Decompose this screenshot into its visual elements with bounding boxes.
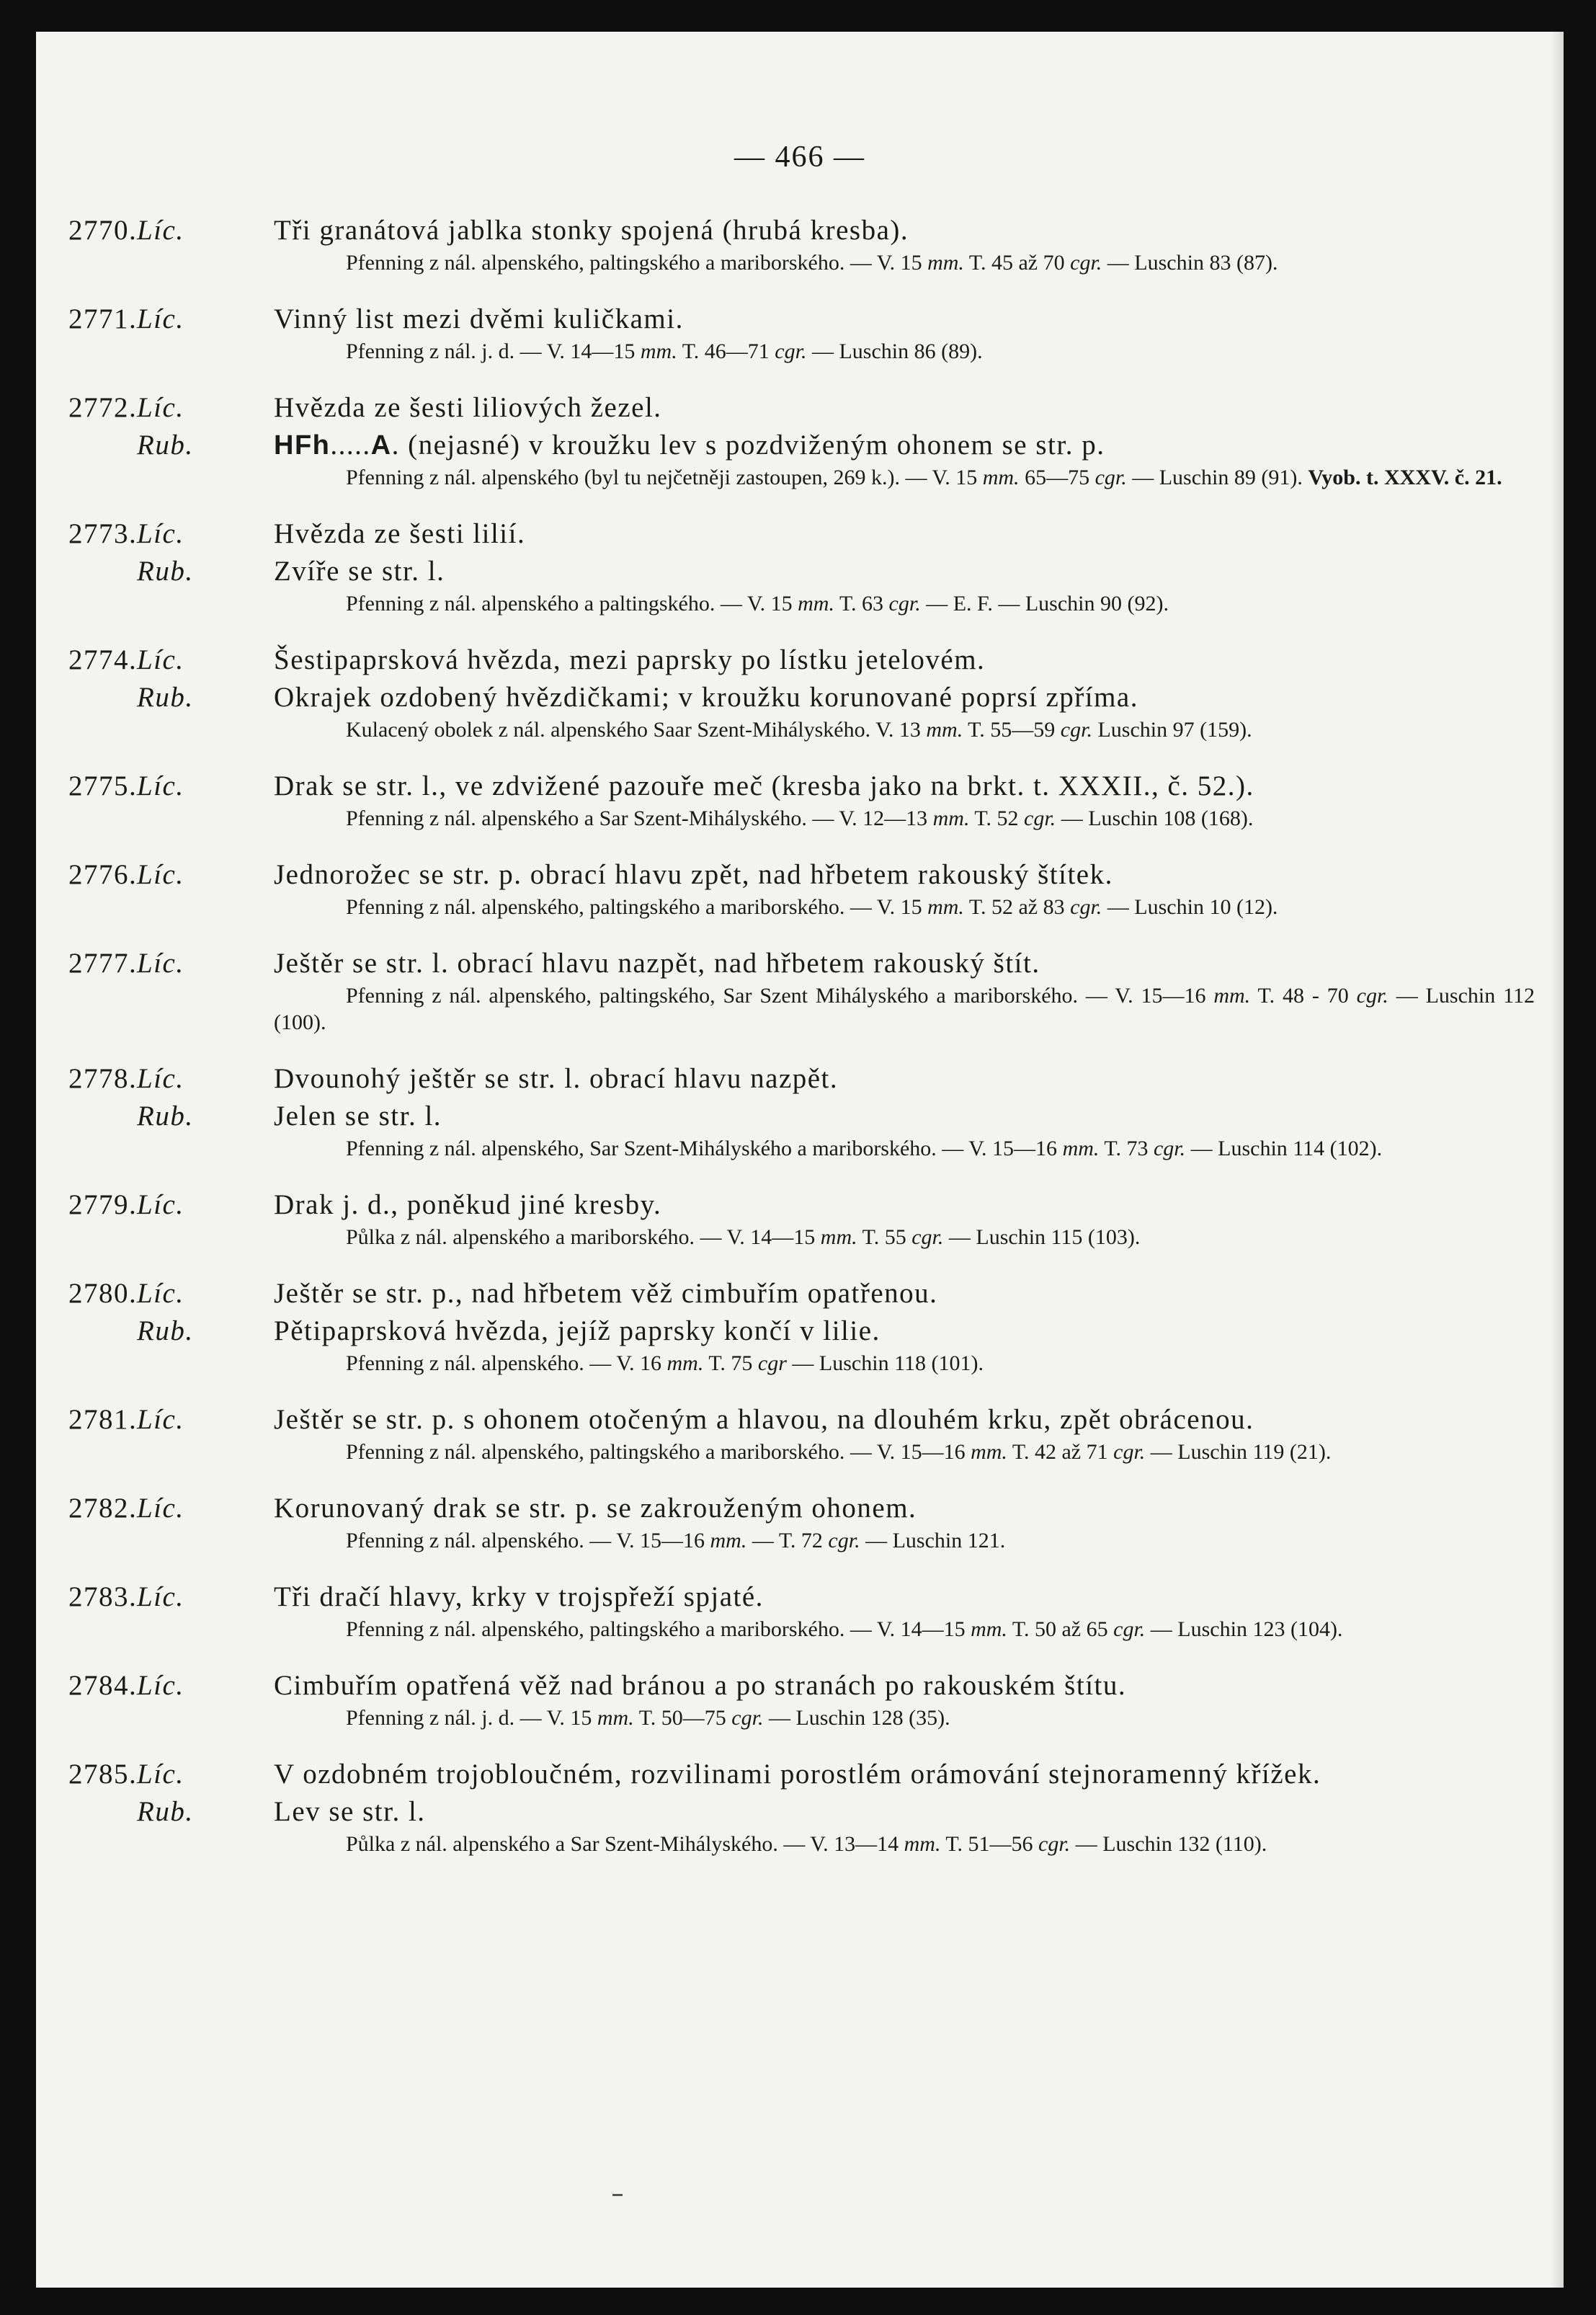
reverse-label: Rub.: [137, 1796, 194, 1827]
entry-number: 2777.: [68, 948, 138, 979]
obverse-line: [68, 1186, 1535, 1224]
catalog-entry: [68, 1667, 1535, 1731]
entry-description: Pfenning z nál. alpenského a Sar Szent-Mihályského. — V. 12—13 mm. T. 52 cgr. — Luschin 108 (168).: [346, 807, 1254, 830]
print-mark: [612, 2194, 623, 2196]
entry-number: 2781.: [68, 1404, 138, 1435]
entries-list: [36, 212, 1564, 1882]
obverse-line: [68, 301, 1535, 338]
obverse-text: Hvězda ze šesti liliových žezel.: [274, 392, 662, 423]
obverse-label: Líc.: [137, 1189, 184, 1220]
obverse-text: Tři dračí hlavy, krky v trojspřeží spjaté.: [274, 1581, 764, 1612]
entry-number: 2785.: [68, 1759, 138, 1790]
entry-number: 2776.: [68, 859, 138, 890]
obverse-text: Ještěr se str. p., nad hřbetem věž cimbuřím opatřenou.: [274, 1278, 938, 1309]
catalog-entry: [68, 1756, 1535, 1857]
obverse-text: Ještěr se str. p. s ohonem otočeným a hlavou, na dlouhém krku, zpět obrácenou.: [274, 1404, 1254, 1435]
obverse-label: Líc.: [137, 859, 184, 890]
catalog-entry: [68, 1490, 1535, 1554]
document-page: [36, 32, 1564, 2288]
entry-description: Pfenning z nál. alpenského, paltingského a mariborského. — V. 15 mm. T. 52 až 83 cgr. — Luschin 10 (12).: [346, 895, 1278, 919]
entry-description: Půlka z nál. alpenského a mariborského. — V. 14—15 mm. T. 55 cgr. — Luschin 115 (103).: [346, 1225, 1141, 1249]
reverse-label: Rub.: [137, 1101, 194, 1132]
entry-number: 2780.: [68, 1278, 138, 1309]
legend-letters: HFh: [274, 430, 331, 461]
reverse-text: . (nejasné) v kroužku lev s pozdviženým ohonem se str. p.: [391, 430, 1105, 461]
entry-description: Půlka z nál. alpenského a Sar Szent-Mihályského. — V. 13—14 mm. T. 51—56 cgr. — Luschin 132 (110).: [346, 1832, 1267, 1856]
obverse-line: [68, 1401, 1535, 1439]
obverse-text: Šestipaprsková hvězda, mezi paprsky po lístku jetelovém.: [274, 644, 986, 675]
obverse-label: Líc.: [137, 1493, 184, 1524]
obverse-line: [68, 1490, 1535, 1527]
catalog-entry: [68, 515, 1535, 617]
obverse-text: Jednorožec se str. p. obrací hlavu zpět, nad hřbetem rakouský štítek.: [274, 859, 1113, 890]
catalog-entry: [68, 856, 1535, 920]
obverse-line: [68, 945, 1535, 982]
reverse-text: Lev se str. l.: [274, 1796, 426, 1827]
reverse-text: Zvíře se str. l.: [274, 556, 445, 587]
obverse-line: [68, 856, 1535, 894]
entry-description: [274, 464, 1535, 491]
reverse-label: Rub.: [137, 556, 194, 587]
obverse-line: [68, 389, 1535, 427]
entry-number: 2779.: [68, 1189, 138, 1220]
entry-description: Kulacený obolek z nál. alpenského Saar Szent-Mihályského. V. 13 mm. T. 55—59 cgr. Luschin 97 (159).: [346, 718, 1252, 742]
obverse-label: Líc.: [137, 518, 184, 549]
reverse-line: [137, 1793, 1535, 1831]
reverse-label: Rub.: [137, 682, 194, 713]
catalog-entry: [68, 641, 1535, 743]
page-number: — 466 —: [734, 141, 865, 174]
entry-number: 2778.: [68, 1063, 138, 1094]
entry-description: Pfenning z nál. alpenského, paltingského a mariborského. — V. 15—16 mm. T. 42 až 71 cgr. — Luschin 119 (21).: [346, 1440, 1332, 1464]
obverse-text: Drak se str. l., ve zdvižené pazouře meč (kresba jako na brkt. t. XXXII., č. 52.).: [274, 770, 1254, 801]
obverse-label: Líc.: [137, 644, 184, 675]
reverse-text: Jelen se str. l.: [274, 1101, 442, 1132]
catalog-entry: [68, 389, 1535, 491]
obverse-label: Líc.: [137, 1404, 184, 1435]
obverse-label: Líc.: [137, 948, 184, 979]
catalog-entry: [68, 1060, 1535, 1162]
catalog-entry: [68, 1186, 1535, 1250]
entry-description: Pfenning z nál. alpenského. — V. 16 mm. T. 75 cgr — Luschin 118 (101).: [346, 1351, 984, 1375]
entry-description: Pfenning z nál. alpenského, paltingského a mariborského. — V. 15 mm. T. 45 až 70 cgr. — Luschin 83 (87).: [346, 251, 1278, 275]
entry-number: 2771.: [68, 303, 138, 334]
legend-letter: A: [370, 430, 392, 461]
reverse-label: Rub.: [137, 1315, 194, 1346]
catalog-entry: [68, 301, 1535, 365]
entry-description: Pfenning z nál. j. d. — V. 15 mm. T. 50—75 cgr. — Luschin 128 (35).: [346, 1706, 950, 1730]
obverse-label: Líc.: [137, 215, 184, 246]
obverse-text: Tři granátová jablka stonky spojená (hrubá kresba).: [274, 215, 909, 246]
reverse-line: [137, 1098, 1535, 1135]
reverse-label: Rub.: [137, 430, 194, 461]
catalog-entry: [68, 212, 1535, 276]
entry-number: 2770.: [68, 215, 138, 246]
obverse-line: [68, 1578, 1535, 1616]
obverse-line: [68, 1060, 1535, 1098]
reverse-line: [137, 427, 1535, 464]
reverse-line: [137, 679, 1535, 716]
reverse-text: Okrajek ozdobený hvězdičkami; v kroužku korunované poprsí zpříma.: [274, 682, 1138, 713]
entry-number: 2782.: [68, 1493, 138, 1524]
obverse-text: V ozdobném trojobloučném, rozvilinami porostlém orámování stejnoramenný křížek.: [274, 1759, 1321, 1790]
entry-number: 2775.: [68, 770, 138, 801]
entry-number: 2783.: [68, 1581, 138, 1612]
obverse-line: [68, 768, 1535, 805]
entry-number: 2772.: [68, 392, 138, 423]
entry-description: Pfenning z nál. j. d. — V. 14—15 mm. T. 46—71 cgr. — Luschin 86 (89).: [346, 339, 983, 363]
obverse-label: Líc.: [137, 1278, 184, 1309]
obverse-label: Líc.: [137, 770, 184, 801]
obverse-text: Hvězda ze šesti lilií.: [274, 518, 526, 549]
reverse-text: Pětipaprsková hvězda, jejíž paprsky končí v lilie.: [274, 1315, 881, 1346]
obverse-text: Vinný list mezi dvěmi kuličkami.: [274, 303, 684, 334]
obverse-line: [68, 1667, 1535, 1705]
obverse-text: Drak j. d., poněkud jiné kresby.: [274, 1189, 662, 1220]
legend-dots: .....: [330, 430, 371, 461]
illustration-reference: Vyob. t. XXXV. č. 21.: [1308, 466, 1502, 489]
catalog-entry: [68, 1401, 1535, 1465]
entry-number: 2774.: [68, 644, 138, 675]
obverse-text: Korunovaný drak se str. p. se zakrouženým ohonem.: [274, 1493, 917, 1524]
entry-description: Pfenning z nál. alpenského, paltingského, Sar Szent Mihályského a mariborského. — V. 15—16 mm. T. 48 - 70 cgr. — Luschin 112 (100).: [274, 984, 1535, 1034]
obverse-label: Líc.: [137, 1581, 184, 1612]
obverse-line: [68, 212, 1535, 249]
reverse-line: [137, 553, 1535, 590]
entry-description: Pfenning z nál. alpenského a paltingského. — V. 15 mm. T. 63 cgr. — E. F. — Luschin 90 (92).: [346, 592, 1169, 616]
obverse-line: [68, 641, 1535, 679]
entry-description: Pfenning z nál. alpenského, Sar Szent-Mihályského a mariborského. — V. 15—16 mm. T. 73 cgr. — Luschin 114 (102).: [346, 1137, 1383, 1160]
reverse-line: [137, 1312, 1535, 1350]
entry-description: Pfenning z nál. alpenského, paltingského a mariborského. — V. 14—15 mm. T. 50 až 65 cgr. — Luschin 123 (104).: [346, 1617, 1343, 1641]
obverse-line: [68, 1756, 1535, 1793]
catalog-entry: [68, 1578, 1535, 1643]
description-text: Pfenning z nál. alpenského (byl tu nejčetněji zastoupen, 269 k.). — V. 15 mm. 65—75 cgr. — Luschin 89 (91).: [346, 466, 1303, 489]
obverse-text: Dvounohý ještěr se str. l. obrací hlavu nazpět.: [274, 1063, 839, 1094]
obverse-label: Líc.: [137, 392, 184, 423]
obverse-text: Ještěr se str. l. obrací hlavu nazpět, nad hřbetem rakouský štít.: [274, 948, 1040, 979]
catalog-entry: [68, 768, 1535, 832]
catalog-entry: [68, 945, 1535, 1036]
obverse-line: [68, 1275, 1535, 1312]
obverse-label: Líc.: [137, 303, 184, 334]
catalog-entry: [68, 1275, 1535, 1377]
obverse-label: Líc.: [137, 1063, 184, 1094]
obverse-label: Líc.: [137, 1670, 184, 1701]
obverse-line: [68, 515, 1535, 553]
entry-number: 2784.: [68, 1670, 138, 1701]
entry-number: 2773.: [68, 518, 138, 549]
obverse-label: Líc.: [137, 1759, 184, 1790]
obverse-text: Cimbuřím opatřená věž nad bránou a po stranách po rakouském štítu.: [274, 1670, 1127, 1701]
entry-description: Pfenning z nál. alpenského. — V. 15—16 mm. — T. 72 cgr. — Luschin 121.: [346, 1529, 1006, 1552]
